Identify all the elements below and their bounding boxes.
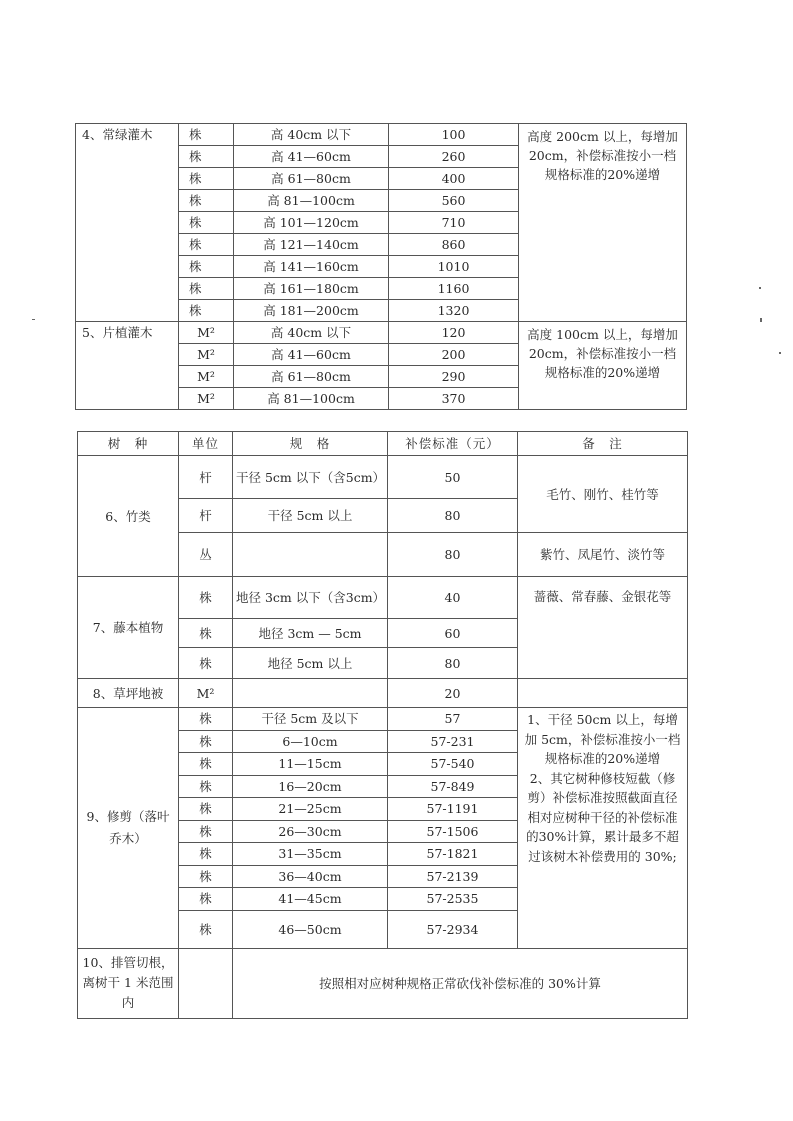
unit-cell: 株 — [179, 753, 233, 776]
unit-cell: 株 — [179, 577, 233, 619]
scan-speck — [779, 352, 781, 354]
unit-cell: M² — [179, 366, 234, 388]
unit-cell: 株 — [179, 730, 233, 753]
price-cell: 57-1821 — [388, 843, 518, 866]
species-name: 8、草坪地被 — [78, 679, 179, 708]
unit-cell: 株 — [179, 619, 233, 648]
price-cell: 57-2139 — [388, 865, 518, 888]
unit-cell: 丛 — [179, 533, 233, 577]
spec-cell: 高 40cm 以下 — [234, 124, 389, 146]
table-row — [76, 124, 687, 146]
table-row — [78, 708, 688, 731]
spec-cell: 11—15cm — [233, 753, 388, 776]
price-cell: 57-231 — [388, 730, 518, 753]
unit-cell: 株 — [179, 234, 234, 256]
roots-rule-text: 按照相对应树种规格正常砍伐补偿标准的 30%计算 — [233, 948, 688, 1018]
pruning-note-2: 2、其它树种修枝短截（修剪）补偿标准按照截面直径相对应树种干径的补偿标准的30%计算，累计最多不超过该树木补偿费用的 30%; — [526, 770, 679, 864]
species-name: 6、竹类 — [78, 456, 179, 577]
price-cell: 50 — [388, 456, 518, 499]
spec-cell: 干径 5cm 以下（含5cm） — [233, 456, 388, 499]
header-note: 备 注 — [518, 432, 688, 456]
unit-cell: 株 — [179, 190, 234, 212]
price-cell: 40 — [388, 577, 518, 619]
unit-cell: 杆 — [179, 499, 233, 533]
header-price: 补偿标准（元） — [388, 432, 518, 456]
price-cell: 200 — [389, 344, 519, 366]
price-cell: 80 — [388, 648, 518, 679]
header-spec: 规 格 — [233, 432, 388, 456]
spec-cell — [233, 533, 388, 577]
unit-cell: M² — [179, 344, 234, 366]
price-cell: 560 — [389, 190, 519, 212]
spec-cell: 41—45cm — [233, 888, 388, 911]
unit-cell: 株 — [179, 888, 233, 911]
spec-cell: 高 61—80cm — [234, 366, 389, 388]
scan-speck — [32, 319, 35, 320]
spec-cell: 21—25cm — [233, 798, 388, 821]
spec-cell: 干径 5cm 以上 — [233, 499, 388, 533]
unit-cell: 株 — [179, 775, 233, 798]
spec-cell: 高 101—120cm — [234, 212, 389, 234]
unit-cell: M² — [179, 322, 234, 344]
spec-cell: 46—50cm — [233, 910, 388, 948]
price-cell: 290 — [389, 366, 519, 388]
spec-cell: 6—10cm — [233, 730, 388, 753]
table-row — [76, 322, 687, 344]
price-cell: 260 — [389, 146, 519, 168]
spec-cell: 高 141—160cm — [234, 256, 389, 278]
scan-speck — [760, 318, 762, 322]
spec-cell: 31—35cm — [233, 843, 388, 866]
spec-cell: 高 121—140cm — [234, 234, 389, 256]
price-cell: 60 — [388, 619, 518, 648]
spec-cell: 16—20cm — [233, 775, 388, 798]
header-unit: 单位 — [179, 432, 233, 456]
price-cell: 57-2934 — [388, 910, 518, 948]
unit-cell: 株 — [179, 865, 233, 888]
species-name: 5、片植灌木 — [76, 322, 179, 410]
note-cell: 高度 100cm 以上，每增加 20cm，补偿标准按小一档规格标准的20%递增 — [519, 322, 687, 410]
spec-cell: 高 41—60cm — [234, 146, 389, 168]
spec-cell: 高 161—180cm — [234, 278, 389, 300]
unit-cell: 株 — [179, 910, 233, 948]
spec-cell: 高 81—100cm — [234, 190, 389, 212]
unit-cell: M² — [179, 679, 233, 708]
price-cell: 370 — [389, 388, 519, 410]
species-name: 9、修剪（落叶乔木） — [78, 708, 179, 949]
unit-cell: 株 — [179, 278, 234, 300]
unit-cell: 株 — [179, 212, 234, 234]
spec-cell: 高 61—80cm — [234, 168, 389, 190]
spec-cell: 地径 5cm 以上 — [233, 648, 388, 679]
price-cell: 57-2535 — [388, 888, 518, 911]
spec-cell: 高 41—60cm — [234, 344, 389, 366]
spec-cell: 36—40cm — [233, 865, 388, 888]
price-cell: 120 — [389, 322, 519, 344]
price-cell: 20 — [388, 679, 518, 708]
unit-cell: 株 — [179, 708, 233, 731]
price-cell: 57-1506 — [388, 820, 518, 843]
species-name: 10、排管切根，离树干 1 米范围内 — [78, 948, 179, 1018]
species-name: 4、常绿灌木 — [76, 124, 179, 322]
price-cell: 57 — [388, 708, 518, 731]
unit-cell: 杆 — [179, 456, 233, 499]
table-row — [78, 456, 688, 499]
table-row — [78, 948, 688, 1018]
unit-cell: 株 — [179, 146, 234, 168]
spec-cell: 高 40cm 以下 — [234, 322, 389, 344]
price-cell: 57-1191 — [388, 798, 518, 821]
unit-cell: 株 — [179, 256, 234, 278]
price-cell: 1160 — [389, 278, 519, 300]
header-species: 树 种 — [78, 432, 179, 456]
compensation-table-shrubs — [75, 123, 687, 410]
unit-cell: M² — [179, 388, 234, 410]
unit-cell: 株 — [179, 648, 233, 679]
price-cell: 860 — [389, 234, 519, 256]
spec-cell — [233, 679, 388, 708]
spec-cell: 高 181—200cm — [234, 300, 389, 322]
unit-cell: 株 — [179, 843, 233, 866]
table-row — [78, 679, 688, 708]
note-cell: 蔷薇、常春藤、金银花等 — [518, 577, 688, 679]
note-cell — [518, 708, 688, 949]
unit-cell: 株 — [179, 300, 234, 322]
scan-speck — [759, 287, 761, 289]
unit-cell: 株 — [179, 798, 233, 821]
price-cell: 100 — [389, 124, 519, 146]
note-cell — [518, 679, 688, 708]
unit-cell: 株 — [179, 820, 233, 843]
unit-cell: 株 — [179, 168, 234, 190]
price-cell: 1320 — [389, 300, 519, 322]
note-cell: 紫竹、凤尾竹、淡竹等 — [518, 533, 688, 577]
spec-cell: 地径 3cm 以下（含3cm） — [233, 577, 388, 619]
unit-cell: 株 — [179, 124, 234, 146]
note-cell: 高度 200cm 以上，每增加 20cm，补偿标准按小一档规格标准的20%递增 — [519, 124, 687, 322]
price-cell: 710 — [389, 212, 519, 234]
table-row — [78, 577, 688, 619]
spec-cell: 干径 5cm 及以下 — [233, 708, 388, 731]
price-cell: 57-540 — [388, 753, 518, 776]
unit-cell — [179, 948, 233, 1018]
compensation-table-other — [77, 431, 688, 1019]
species-name: 7、藤本植物 — [78, 577, 179, 679]
spec-cell: 26—30cm — [233, 820, 388, 843]
price-cell: 80 — [388, 533, 518, 577]
price-cell: 57-849 — [388, 775, 518, 798]
spec-cell: 地径 3cm — 5cm — [233, 619, 388, 648]
price-cell: 1010 — [389, 256, 519, 278]
table-header-row — [78, 432, 688, 456]
pruning-note-1: 1、干径 50cm 以上，每增加 5cm，补偿标准按小一档规格标准的20%递增 — [524, 712, 681, 766]
spec-cell: 高 81—100cm — [234, 388, 389, 410]
price-cell: 400 — [389, 168, 519, 190]
price-cell: 80 — [388, 499, 518, 533]
note-cell: 毛竹、刚竹、桂竹等 — [518, 456, 688, 533]
